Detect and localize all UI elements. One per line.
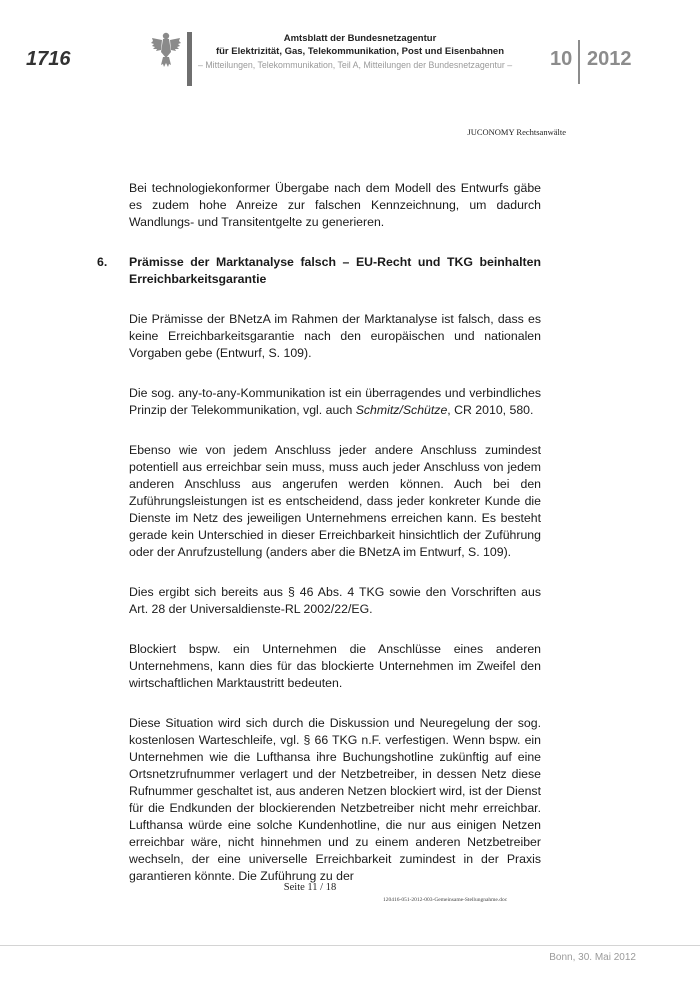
paragraph: Blockiert bspw. ein Unternehmen die Anschlüsse eines anderen Unternehmens, kann dies für das blockierte Unternehmen im Zweifel den wirtschaftlichen Marktaustritt bedeuten. (129, 642, 541, 690)
page-label: Seite 11 / 18 (283, 882, 337, 893)
journal-subtitle: – Mitteilungen, Telekommunikation, Teil A, Mitteilungen der Bundesnetzagentur – (198, 60, 513, 70)
file-reference: 120416-051-2012-003-Gemeinsame-Stellungnahme.doc (383, 897, 508, 903)
page-number: 1716 (26, 48, 71, 70)
paragraph: Bei technologiekonformer Übergabe nach dem Modell des Entwurfs gäbe es zudem hohe Anreize zur falschen Kennzeichnung, um dadurch Wandlungs- und Transitentgelte zu generieren. (129, 181, 541, 229)
issue-year: 2012 (587, 48, 632, 70)
paragraph-text: Die sog. any-to-any-Kommunikation ist ein überragendes und verbindliches Prinzip der Telekommunikation, vgl. auch (129, 386, 541, 417)
paragraph: Diese Situation wird sich durch die Diskussion und Neuregelung der sog. kostenlosen Warteschleife, vgl. § 66 TKG n.F. verfestigen. Wenn bspw. ein Unternehmen wie die Lufthansa ihre Buchungshotline zukünftig auf eine Ortsnetzrufnummer verlagert und der Netzbetreiber, in dessen Netz diese Rufnummer geschaltet ist, aus anderen Netzen blockiert wird, ist der Dienst für die Endkunden der blockierenden Netzbetreiber nicht mehr erreichbar. Lufthansa würde eine solche Kundenhotline, die nur aus einigen Netzen erreichbar wäre, nicht hinnehmen und zu einem anderen Netzbetreiber wechseln, der eine universelle Erreichbarkeit zumindest in der Praxis garantieren könnte. Die Zuführung zu der (129, 716, 541, 883)
header-divider (187, 32, 192, 86)
section-heading (97, 254, 541, 288)
issue-number: 10 (550, 48, 573, 70)
footer-divider (0, 945, 700, 946)
paragraph: Die Prämisse der BNetzA im Rahmen der Marktanalyse ist falsch, dass es keine Erreichbarkeitsgarantie nach den europäischen und nationalen Vorgaben gebe (Entwurf, S. 109). (129, 312, 541, 360)
paragraph: Dies ergibt sich bereits aus § 46 Abs. 4 TKG sowie den Vorschriften aus Art. 28 der Universaldienste-RL 2002/22/EG. (129, 585, 541, 616)
federal-eagle-icon (150, 30, 182, 68)
journal-title (200, 32, 520, 58)
paragraph (129, 385, 541, 419)
document-body (97, 180, 541, 908)
section-title: Prämisse der Marktanalyse falsch – EU-Recht und TKG beinhalten Erreichbarkeitsgarantie (129, 255, 541, 286)
journal-title-line2: für Elektrizität, Gas, Telekommunikation, Post und Eisenbahnen (215, 46, 505, 57)
paragraph: Ebenso wie von jedem Anschluss jeder andere Anschluss zumindest potentiell aus erreichbar sein muss, muss auch jeder Anschluss von jedem anderen Anschluss aus angerufen werden können. Auch bei den Zuführungsleistungen ist es entscheidend, dass jeder konkreter Kunde die Dienste im Netz des jeweiligen Unternehmens erreichen kann. Es besteht gerade kein Unterschied in dieser Erreichbarkeit hinsichtlich der Zuführung oder der Anrufzustellung (anders aber die BNetzA im Entwurf, S. 109). (129, 443, 541, 559)
section-number: 6. (97, 255, 108, 269)
citation-authors: Schmitz/Schütze (355, 403, 448, 417)
issue-divider (578, 40, 580, 84)
paragraph-text: , CR 2010, 580. (447, 403, 534, 417)
journal-title-line1: Amtsblatt der Bundesnetzagentur (283, 33, 437, 44)
law-firm-name: JUCONOMY Rechtsanwälte (467, 127, 566, 137)
publication-date: Bonn, 30. Mai 2012 (549, 952, 636, 963)
